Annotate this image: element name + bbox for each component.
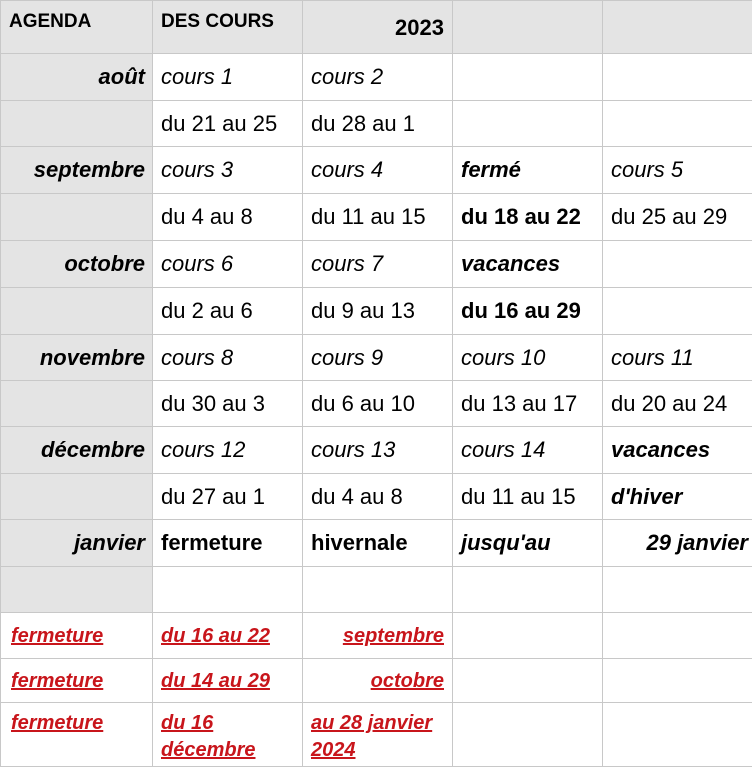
table-row — [1, 427, 752, 474]
month-label: décembre — [1, 427, 153, 474]
table-row — [1, 567, 752, 613]
month-label: septembre — [1, 147, 153, 194]
month-label-empty — [1, 567, 153, 613]
dates-cell: du 20 au 24 — [603, 381, 752, 427]
empty-cell — [603, 567, 752, 613]
dates-cell: du 2 au 6 — [153, 288, 303, 335]
table-row — [1, 520, 752, 567]
empty-cell — [603, 241, 752, 288]
month-label-empty — [1, 474, 153, 520]
month-label-empty — [1, 101, 153, 147]
table-row — [1, 474, 752, 520]
cours-cell: cours 9 — [303, 335, 453, 381]
empty-cell — [453, 101, 603, 147]
dates-cell: du 11 au 15 — [453, 474, 603, 520]
closed-dates-cell: du 16 au 29 — [453, 288, 603, 335]
closure-from: du 16 décembre — [161, 712, 256, 761]
table-row — [1, 101, 752, 147]
table-row — [1, 147, 752, 194]
closed-dates-cell: du 18 au 22 — [453, 194, 603, 241]
dates-cell: du 28 au 1 — [303, 101, 453, 147]
closure-to: au 28 janvier 2024 — [311, 712, 433, 761]
table-row — [1, 241, 752, 288]
empty-cell — [603, 659, 752, 703]
month-label-empty — [1, 194, 153, 241]
dates-cell: du 11 au 15 — [303, 194, 453, 241]
dates-cell: du 4 au 8 — [153, 194, 303, 241]
month-label: octobre — [1, 241, 153, 288]
closure-row — [1, 613, 752, 659]
table-row — [1, 381, 752, 427]
table-row — [1, 54, 752, 101]
dates-cell: du 4 au 8 — [303, 474, 453, 520]
closed-note-cell: jusqu'au — [453, 520, 603, 567]
empty-cell — [603, 288, 752, 335]
cours-cell: cours 10 — [453, 335, 603, 381]
closure-to: octobre — [370, 670, 444, 692]
closure-label: fermeture — [11, 625, 104, 647]
cours-cell: cours 1 — [153, 54, 303, 101]
empty-cell — [303, 567, 453, 613]
closure-from: du 14 au 29 — [161, 670, 270, 692]
empty-cell — [603, 703, 752, 767]
cours-cell: cours 3 — [153, 147, 303, 194]
empty-cell — [453, 54, 603, 101]
closure-label: fermeture — [11, 670, 104, 692]
empty-cell — [603, 101, 752, 147]
header-des-cours: DES COURS — [153, 1, 303, 54]
empty-cell — [453, 613, 603, 659]
dates-cell: du 9 au 13 — [303, 288, 453, 335]
dates-cell: du 6 au 10 — [303, 381, 453, 427]
header-empty-4 — [453, 1, 603, 54]
dates-cell: du 27 au 1 — [153, 474, 303, 520]
table-row — [1, 335, 752, 381]
table-row — [1, 194, 752, 241]
cours-cell: cours 5 — [603, 147, 752, 194]
cours-cell: cours 11 — [603, 335, 752, 381]
month-label: août — [1, 54, 153, 101]
status-cell: vacances — [453, 241, 603, 288]
month-label-empty — [1, 288, 153, 335]
header-row — [1, 1, 752, 54]
month-label: novembre — [1, 335, 153, 381]
dates-cell: du 25 au 29 — [603, 194, 752, 241]
empty-cell — [453, 703, 603, 767]
table-row — [1, 288, 752, 335]
closed-note-cell: fermeture — [153, 520, 303, 567]
status-cell: vacances — [603, 427, 752, 474]
header-agenda: AGENDA — [1, 1, 153, 54]
header-empty-5 — [603, 1, 752, 54]
month-label-empty — [1, 381, 153, 427]
dates-cell: du 21 au 25 — [153, 101, 303, 147]
closed-note-cell: hivernale — [303, 520, 453, 567]
closure-from: du 16 au 22 — [161, 625, 270, 647]
cours-cell: cours 14 — [453, 427, 603, 474]
empty-cell — [603, 54, 752, 101]
cours-cell: cours 8 — [153, 335, 303, 381]
status-cell: fermé — [453, 147, 603, 194]
header-year: 2023 — [303, 1, 453, 54]
closure-row — [1, 703, 752, 767]
cours-cell: cours 7 — [303, 241, 453, 288]
dates-cell: du 30 au 3 — [153, 381, 303, 427]
dates-cell: du 13 au 17 — [453, 381, 603, 427]
month-label: janvier — [1, 520, 153, 567]
cours-cell: cours 4 — [303, 147, 453, 194]
cours-cell: cours 2 — [303, 54, 453, 101]
cours-cell: cours 6 — [153, 241, 303, 288]
closure-row — [1, 659, 752, 703]
closure-to: septembre — [342, 625, 444, 647]
closed-note-cell: d'hiver — [603, 474, 752, 520]
cours-cell: cours 13 — [303, 427, 453, 474]
empty-cell — [453, 659, 603, 703]
closure-label: fermeture — [11, 712, 104, 734]
empty-cell — [453, 567, 603, 613]
empty-cell — [603, 613, 752, 659]
cours-cell: cours 12 — [153, 427, 303, 474]
closed-note-cell: 29 janvier — [603, 520, 752, 567]
empty-cell — [153, 567, 303, 613]
